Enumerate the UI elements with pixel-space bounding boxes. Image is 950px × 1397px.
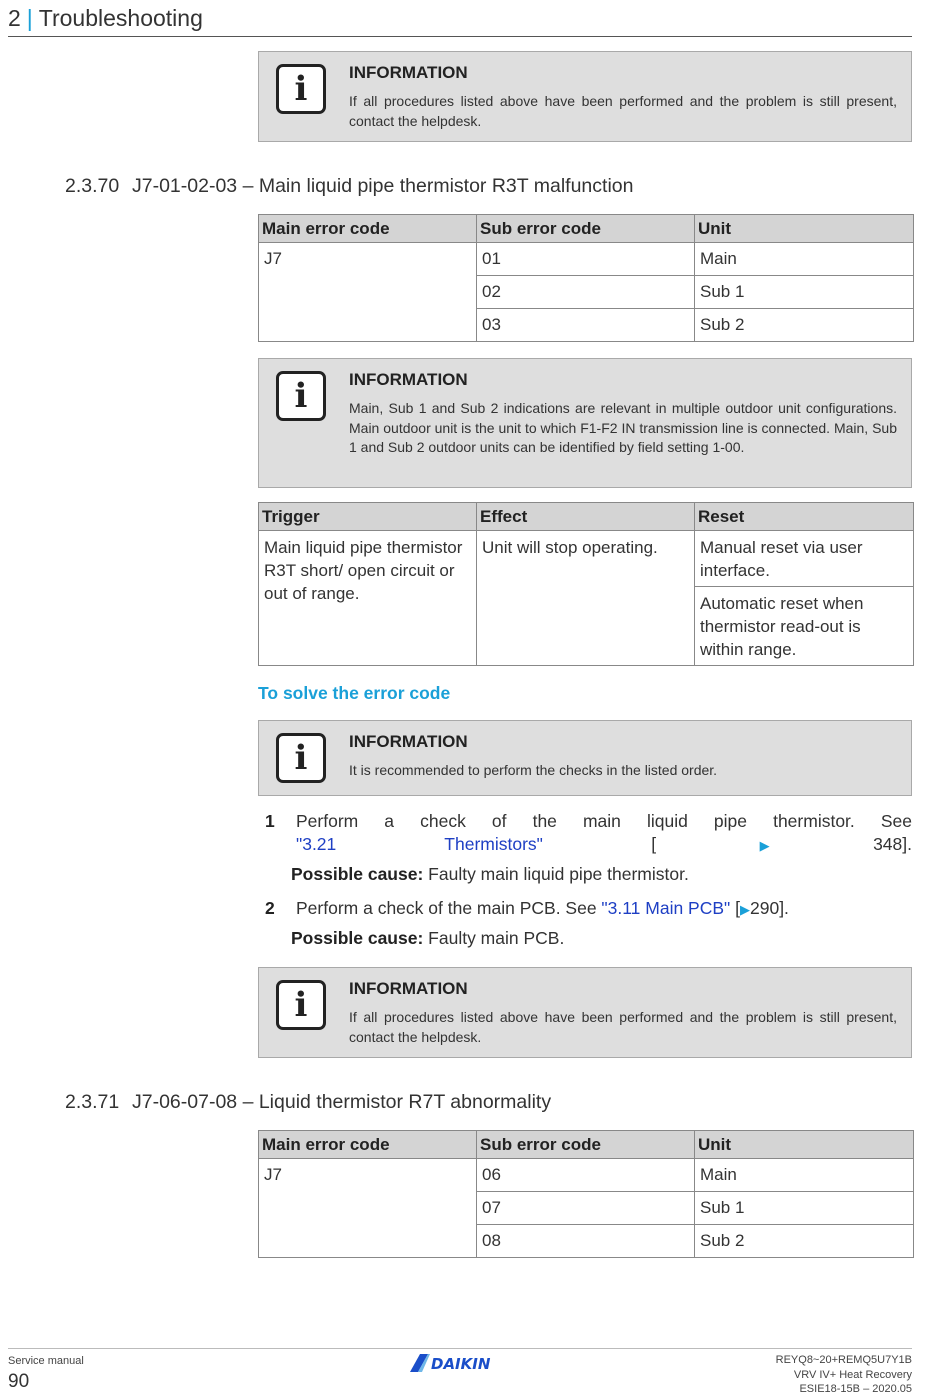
- column-header-trigger: Trigger: [259, 503, 477, 531]
- unit-cell: Main: [695, 243, 914, 276]
- unit-cell: Sub 1: [695, 276, 914, 309]
- table-row: [259, 243, 914, 276]
- column-header-main-error-code: Main error code: [259, 215, 477, 243]
- information-text: If all procedures listed above have been performed and the problem is still present, contact the helpdesk.: [349, 1009, 897, 1045]
- step-text: Perform a check of the main liquid pipe thermistor. See: [296, 811, 912, 831]
- possible-cause-label: Possible cause:: [291, 928, 424, 948]
- footer-rule: [8, 1348, 912, 1349]
- footer-doc-type: Service manual: [8, 1355, 84, 1367]
- table-row: [259, 531, 914, 587]
- chapter-header: [8, 5, 203, 32]
- column-header-unit: Unit: [695, 215, 914, 243]
- step-number: 1: [265, 811, 275, 831]
- information-icon: i: [276, 64, 326, 114]
- information-title: INFORMATION: [349, 370, 468, 389]
- information-title: INFORMATION: [349, 732, 468, 751]
- footer-series: VRV IV+ Heat Recovery: [793, 1368, 912, 1381]
- procedure-step: [265, 897, 912, 921]
- solve-heading: To solve the error code: [258, 683, 451, 703]
- column-header-sub-error-code: Sub error code: [477, 1131, 695, 1159]
- page-number: 90: [8, 1371, 30, 1392]
- section-number: 2.3.71: [65, 1091, 120, 1113]
- step-reference: [296, 833, 912, 857]
- reset-cell: Automatic reset when thermistor read-out is within range.: [695, 587, 914, 666]
- step-text: Perform a check of the main PCB. See: [296, 898, 602, 918]
- section-title: J7-01-02-03 – Main liquid pipe thermistor R3T malfunction: [132, 175, 634, 197]
- unit-cell: Sub 1: [695, 1192, 914, 1225]
- information-text: It is recommended to perform the checks in the listed order.: [349, 762, 718, 778]
- thermistors-link[interactable]: "3.21 Thermistors": [296, 834, 543, 854]
- information-text: If all procedures listed above have been performed and the problem is still present, contact the helpdesk.: [349, 93, 897, 129]
- page-reference-triangle-icon: ▶: [656, 838, 874, 853]
- unit-cell: Main: [695, 1159, 914, 1192]
- section-title: J7-06-07-08 – Liquid thermistor R7T abnormality: [132, 1091, 552, 1113]
- trigger-effect-reset-table: [258, 502, 914, 666]
- footer-model: REYQ8~20+REMQ5U7Y1B: [775, 1354, 912, 1366]
- table-row: [259, 1159, 914, 1192]
- sub-error-code-cell: 07: [477, 1192, 695, 1225]
- information-box: [258, 967, 912, 1058]
- possible-cause-text: Faulty main PCB.: [423, 928, 565, 948]
- possible-cause: [291, 864, 689, 885]
- trigger-cell: Main liquid pipe thermistor R3T short/ open circuit or out of range.: [259, 531, 477, 666]
- error-code-table: [258, 1130, 914, 1258]
- daikin-logo-icon: [408, 1352, 512, 1374]
- page-ref-close: ].: [779, 898, 789, 918]
- column-header-sub-error-code: Sub error code: [477, 215, 695, 243]
- information-box: [258, 358, 912, 488]
- information-title: INFORMATION: [349, 979, 468, 998]
- error-code-table: [258, 214, 914, 342]
- effect-cell: Unit will stop operating.: [477, 531, 695, 666]
- step-text-line: [296, 897, 912, 921]
- sub-error-code-cell: 02: [477, 276, 695, 309]
- information-box: [258, 720, 912, 796]
- unit-cell: Sub 2: [695, 1225, 914, 1258]
- column-header-effect: Effect: [477, 503, 695, 531]
- step-number: 2: [265, 898, 275, 918]
- sub-error-code-cell: 01: [477, 243, 695, 276]
- information-icon: i: [276, 980, 326, 1030]
- page-ref-open: [: [542, 834, 657, 854]
- section-heading: [65, 175, 633, 198]
- information-box: [258, 51, 912, 142]
- main-error-code-cell: J7: [259, 1159, 477, 1258]
- information-text: Main, Sub 1 and Sub 2 indications are relevant in multiple outdoor unit configurations. Main outdoor unit is the unit to which F1-F2 IN transmission line is connected. Main, Sub 1 and Sub 2 outdoor units can be identified by field setting 1-00.: [349, 400, 897, 455]
- column-header-main-error-code: Main error code: [259, 1131, 477, 1159]
- section-number: 2.3.70: [65, 175, 120, 197]
- possible-cause-text: Faulty main liquid pipe thermistor.: [423, 864, 689, 884]
- reset-cell: Manual reset via user interface.: [695, 531, 914, 587]
- possible-cause-label: Possible cause:: [291, 864, 424, 884]
- sub-error-code-cell: 03: [477, 309, 695, 342]
- chapter-number: 2: [8, 5, 21, 31]
- main-error-code-cell: J7: [259, 243, 477, 342]
- information-title: INFORMATION: [349, 63, 468, 82]
- header-rule: [8, 36, 912, 37]
- chapter-title: Troubleshooting: [38, 5, 203, 31]
- page-reference[interactable]: 348: [873, 834, 903, 854]
- page-reference[interactable]: 290: [749, 898, 780, 918]
- unit-cell: Sub 2: [695, 309, 914, 342]
- column-header-reset: Reset: [695, 503, 914, 531]
- procedure-step: [265, 810, 912, 857]
- information-icon: i: [276, 371, 326, 421]
- section-heading: [65, 1091, 551, 1114]
- footer-doc-info: [600, 1353, 912, 1397]
- daikin-logo-text: DAIKIN: [431, 1355, 491, 1373]
- possible-cause: [291, 928, 564, 949]
- information-icon: i: [276, 733, 326, 783]
- main-pcb-link[interactable]: "3.11 Main PCB": [601, 898, 731, 918]
- sub-error-code-cell: 08: [477, 1225, 695, 1258]
- page-ref-open: [: [730, 898, 740, 918]
- page-ref-close: ].: [902, 834, 913, 854]
- column-header-unit: Unit: [695, 1131, 914, 1159]
- footer-doc-code: ESIE18-15B – 2020.05: [799, 1383, 912, 1395]
- header-separator: |: [26, 5, 33, 31]
- page-reference-triangle-icon: ▶: [739, 902, 750, 917]
- sub-error-code-cell: 06: [477, 1159, 695, 1192]
